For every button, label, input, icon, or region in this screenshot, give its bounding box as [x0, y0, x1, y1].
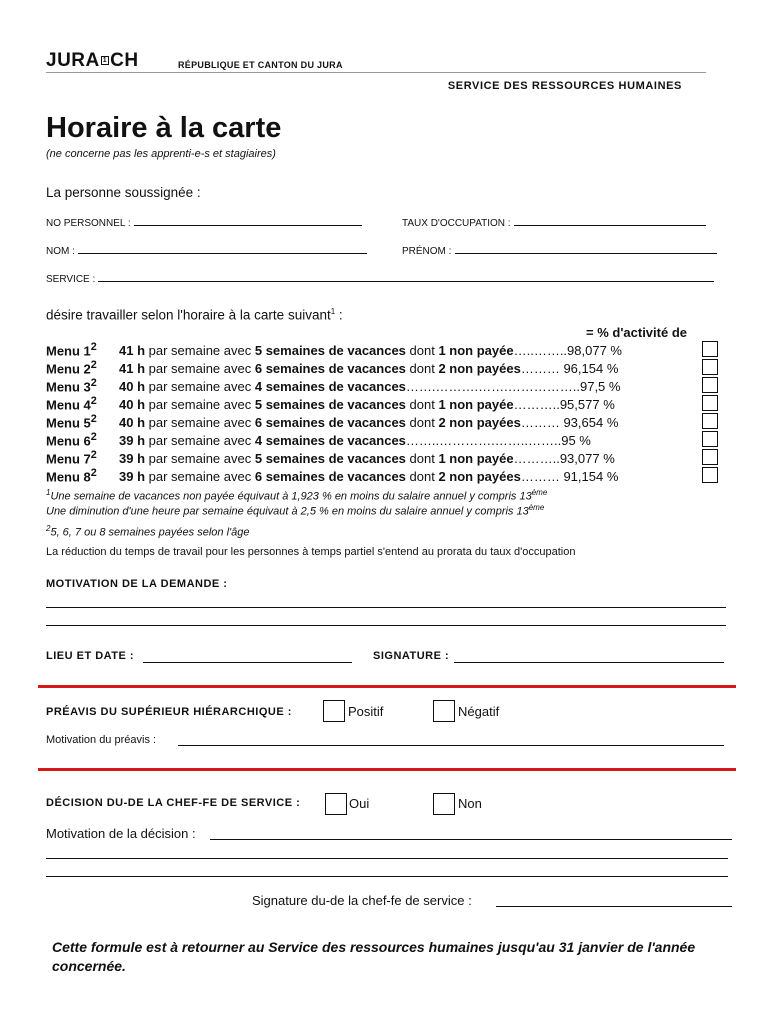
menu-label-wrap: [46, 377, 119, 394]
menu-label-sup: 2: [90, 377, 97, 389]
menu-dots: ……..………….……..……..: [405, 433, 562, 449]
taux-line[interactable]: [514, 215, 706, 226]
menu-label: Menu 4: [46, 397, 91, 413]
motivation-decision-label: Motivation de la décision :: [46, 826, 196, 841]
menu-description: [119, 361, 618, 376]
menu-text: par semaine avec: [145, 433, 255, 449]
menu-label-wrap: [46, 467, 119, 484]
preavis-label: PRÉAVIS DU SUPÉRIEUR HIÉRARCHIQUE :: [46, 706, 292, 718]
menu-row: [46, 341, 622, 358]
motivation-decision-line-2[interactable]: [46, 858, 728, 859]
menu-description: [119, 415, 618, 430]
prenom-line[interactable]: [455, 243, 717, 254]
menu-weeks: 5 semaines de vacances: [254, 343, 406, 359]
motivation-preavis-label: Motivation du préavis :: [46, 734, 157, 746]
page-title: Horaire à la carte: [46, 112, 282, 144]
menu-unpaid: 1 non payée: [438, 343, 514, 359]
menu-weeks: 4 semaines de vacances: [254, 433, 406, 449]
menu-checkbox[interactable]: [702, 395, 718, 411]
page-subtitle: (ne concerne pas les apprenti-e-s et stagiaires): [46, 148, 276, 160]
lieu-date-label: LIEU ET DATE :: [46, 650, 135, 662]
motivation-decision-line-3[interactable]: [46, 876, 728, 877]
menu-label: Menu 6: [46, 433, 91, 449]
menu-checkbox[interactable]: [702, 341, 718, 357]
header-divider: [46, 72, 706, 73]
service-line[interactable]: [98, 271, 714, 282]
menu-unpaid: 2 non payées: [438, 361, 521, 377]
menu-weeks: 5 semaines de vacances: [254, 451, 406, 467]
oui-checkbox[interactable]: [325, 793, 347, 815]
menu-hours: 39 h: [119, 451, 146, 467]
menu-hours: 41 h: [119, 343, 146, 359]
menu-label-sup: 2: [90, 395, 97, 407]
service-name: SERVICE DES RESSOURCES HUMAINES: [447, 80, 682, 92]
menu-description: [119, 379, 620, 394]
menu-hours: 39 h: [119, 469, 146, 485]
menu-percent: 91,154 %: [563, 469, 619, 485]
menu-weeks: 6 semaines de vacances: [254, 415, 406, 431]
menu-hours: 40 h: [119, 379, 146, 395]
menu-label-sup: 2: [90, 431, 97, 443]
signature-line[interactable]: [454, 662, 724, 663]
menu-unpaid: 1 non payée: [438, 397, 514, 413]
menu-text: par semaine avec: [145, 379, 255, 395]
menu-weeks: 6 semaines de vacances: [254, 361, 406, 377]
menu-dots: ………: [520, 415, 564, 431]
menu-hours: 40 h: [119, 397, 146, 413]
menu-text: par semaine avec: [145, 415, 255, 431]
no-personnel-label: NO PERSONNEL :: [46, 218, 131, 229]
menu-description: [119, 433, 591, 448]
menu-text: dont: [405, 469, 439, 485]
menu-label-sup: 2: [90, 359, 97, 371]
menu-text: dont: [405, 451, 439, 467]
motivation-label: MOTIVATION DE LA DEMANDE :: [46, 578, 228, 590]
taux-label: TAUX D'OCCUPATION :: [402, 218, 511, 229]
red-divider-2: [38, 768, 736, 771]
menu-weeks: 5 semaines de vacances: [254, 397, 406, 413]
menu-weeks: 4 semaines de vacances: [254, 379, 406, 395]
lieu-date-line[interactable]: [143, 662, 352, 663]
oui-label: Oui: [349, 796, 370, 811]
jura-logo: JURA 1 CH: [46, 50, 139, 71]
menu-dots: …..……..: [513, 343, 568, 359]
positif-checkbox[interactable]: [323, 700, 345, 722]
menu-row: [46, 359, 618, 376]
motivation-line-2[interactable]: [46, 625, 726, 626]
menu-dots: …….……….…….……………..: [405, 379, 580, 395]
footnote-1b: Une diminution d'une heure par semaine équivaut à 2,5 % en moins du salaire annuel y compris 13ème: [46, 503, 545, 518]
menu-label-wrap: [46, 431, 119, 448]
menu-percent: 97,5 %: [579, 379, 621, 395]
motivation-preavis-line[interactable]: [178, 745, 724, 746]
menu-dots: ………: [520, 469, 564, 485]
menu-row: [46, 431, 591, 448]
nom-line[interactable]: [78, 243, 367, 254]
negatif-label: Négatif: [458, 704, 500, 719]
menu-weeks: 6 semaines de vacances: [254, 469, 406, 485]
signature-chef-line[interactable]: [496, 906, 732, 907]
menu-description: [119, 397, 615, 412]
menu-unpaid: 2 non payées: [438, 415, 521, 431]
intro-text: La personne soussignée :: [46, 185, 201, 200]
menu-description: [119, 469, 618, 484]
menu-label-sup: 2: [90, 341, 97, 353]
footnote-1: $^1$Une semaine de vacances non payée équivaut à 1,923 % en moins du salaire annuel y compris 13ème: [46, 488, 548, 503]
menu-checkbox[interactable]: [702, 431, 718, 447]
menu-text: dont: [405, 397, 439, 413]
activite-header: = % d'activité de: [586, 325, 687, 340]
menu-dots: ………..: [513, 451, 560, 467]
footnote-2: $^2$5, 6, 7 ou 8 semaines payées selon l'âge: [46, 524, 250, 539]
decision-label: DÉCISION DU-DE LA CHEF-FE DE SERVICE :: [46, 797, 301, 809]
prenom-field[interactable]: [402, 243, 717, 257]
menu-checkbox[interactable]: [702, 359, 718, 375]
menu-percent: 93,654 %: [563, 415, 619, 431]
menu-label-sup: 2: [90, 413, 97, 425]
motivation-line-1[interactable]: [46, 607, 726, 608]
no-personnel-field[interactable]: [46, 215, 362, 229]
nom-label: NOM :: [46, 246, 75, 257]
return-instruction: Cette formule est à retourner au Service des ressources humaines jusqu'au 31 janvier de l'année concernée.: [52, 939, 696, 974]
menu-percent: 95 %: [561, 433, 591, 449]
menu-label-sup: 2: [90, 467, 97, 479]
menu-label: Menu 7: [46, 451, 91, 467]
menu-row: [46, 467, 618, 484]
menu-hours: 40 h: [119, 415, 146, 431]
taux-field[interactable]: [402, 215, 706, 229]
menu-hours: 41 h: [119, 361, 146, 377]
menu-label-sup: 2: [90, 449, 97, 461]
menu-row: [46, 377, 620, 394]
menu-text: dont: [405, 415, 439, 431]
positif-label: Positif: [348, 704, 384, 719]
menu-row: [46, 395, 615, 412]
non-checkbox[interactable]: [433, 793, 455, 815]
menu-label-wrap: [46, 341, 119, 358]
nom-field[interactable]: [46, 243, 367, 257]
menu-label-wrap: [46, 413, 119, 430]
menu-text: par semaine avec: [145, 361, 255, 377]
menu-text: par semaine avec: [145, 343, 255, 359]
signature-label: SIGNATURE :: [373, 650, 450, 662]
desire-text: désire travailler selon l'horaire à la carte suivant$^1$ :: [46, 307, 343, 323]
menu-dots: ………..: [513, 397, 560, 413]
menu-unpaid: 2 non payées: [438, 469, 521, 485]
menu-label: Menu 2: [46, 361, 91, 377]
menu-row: [46, 449, 615, 466]
menu-percent: 96,154 %: [563, 361, 619, 377]
menu-text: dont: [405, 343, 439, 359]
menu-label-wrap: [46, 395, 119, 412]
menu-checkbox[interactable]: [702, 413, 718, 429]
red-divider-1: [38, 685, 736, 688]
logo-mid-mark: 1: [102, 57, 108, 65]
signature-chef-label: Signature du-de la chef-fe de service :: [252, 893, 472, 908]
menu-dots: ………: [520, 361, 564, 377]
menu-description: [119, 451, 615, 466]
menu-unpaid: 1 non payée: [438, 451, 514, 467]
motivation-decision-line-1[interactable]: [210, 839, 732, 840]
no-personnel-line[interactable]: [134, 215, 362, 226]
menu-text: par semaine avec: [145, 451, 255, 467]
republique-label: RÉPUBLIQUE ET CANTON DU JURA: [178, 60, 343, 70]
reduction-note: La réduction du temps de travail pour les personnes à temps partiel s'entend au prorata du taux d'occupation: [46, 546, 576, 558]
menu-checkbox[interactable]: [702, 449, 718, 465]
menu-percent: 95,577 %: [559, 397, 615, 413]
negatif-checkbox[interactable]: [433, 700, 455, 722]
menu-percent: 98,077 %: [567, 343, 622, 359]
menu-row: [46, 413, 618, 430]
service-label: SERVICE :: [46, 274, 96, 285]
menu-label-wrap: [46, 449, 119, 466]
menu-label: Menu 1: [46, 343, 91, 359]
prenom-label: PRÉNOM :: [402, 246, 452, 257]
menu-label: Menu 8: [46, 469, 91, 485]
menu-label-wrap: [46, 359, 119, 376]
menu-checkbox[interactable]: [702, 377, 718, 393]
menu-text: dont: [405, 361, 439, 377]
menu-text: par semaine avec: [145, 397, 255, 413]
menu-label: Menu 5: [46, 415, 91, 431]
menu-checkbox[interactable]: [702, 467, 718, 483]
menu-label: Menu 3: [46, 379, 91, 395]
menu-text: par semaine avec: [145, 469, 255, 485]
menu-percent: 93,077 %: [559, 451, 615, 467]
menu-hours: 39 h: [119, 433, 146, 449]
menu-description: [119, 343, 622, 358]
service-field[interactable]: [46, 271, 714, 285]
non-label: Non: [458, 796, 482, 811]
